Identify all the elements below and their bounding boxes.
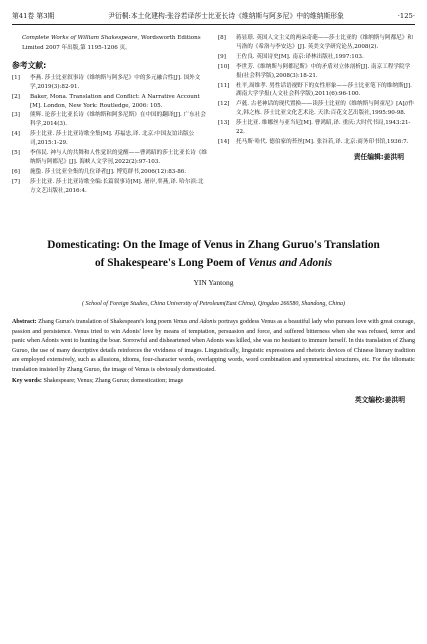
reference-item	[218, 119, 414, 137]
reference-number: [8]	[218, 35, 226, 41]
abstract-work-title: Venus and Adonis	[173, 319, 217, 325]
reference-number: [12]	[218, 101, 230, 108]
reference-number: [2]	[12, 93, 20, 100]
right-column	[218, 34, 414, 162]
author-affiliation: ( School of Foreign Studies, China University of Petroleum(East China), Qingdao 266580, Shandong, China)	[81, 301, 346, 307]
reference-text: 蒋显璟. 英国人文主义的两朵奇葩——莎士比亚的《维纳斯与阿都尼》和马洛的《希洛与李安达》[J]. 英美文学研究论丛,2008(2).	[236, 35, 413, 50]
english-title-work: Venus and Adonis	[248, 257, 332, 269]
reference-item	[12, 93, 208, 111]
abstract-part1: Zhang Guruo's translation of Shakespeare's long poem	[36, 319, 174, 325]
abstract-part2: portrays goddess Venus as a beautiful lady who pursues love with great courage, passion and persistence. Venus tried to win Adonis' love by means of temptation, persuasion and force, and suffered bitterness when she was refused, terror and panic when Adonis went to hunting the boar. Sorrowful and disheartened when Adonis was killed, she was no hesitant to immure herself. In this translation of Zhang Guruo, the use of many descriptive details reinforces the vividness of images. Linguistically, linguistic expressions and rhetoric devices of Chinese literary tradition are employed extensively, such as allusions, idioms, four-character words, overlapping words, word combination and symmetrical structures, etc. For the idiomatic translation insisted by Zhang Guruo, the image of Venus is obviously domesticated.	[12, 319, 416, 373]
reference-number: [9]	[218, 53, 226, 60]
reference-item	[12, 168, 208, 177]
keywords-text: Shakespeare; Venus; Zhang Guruo; domestication; image	[41, 378, 184, 384]
reference-text: 卢蕤. 古老神话的现代置换——读莎士比亚的《维纳斯与阿童尼》[A]//作文,韩之栋. 莎士比亚文化艺术论. 天津:百花文艺出版社,1995:90-98.	[236, 101, 414, 117]
reference-number: [11]	[218, 82, 230, 89]
reference-text: 杜平,周维孝. 男性话语视野下的女性形象——莎士比亚笔下的维纳斯[J]. 湖南大学学报(人文社会科学版),2011(6):96-100.	[236, 82, 412, 98]
responsible-editor: 责任编辑:姜洪明	[353, 152, 404, 161]
reference-number: [3]	[12, 112, 20, 119]
reference-item	[12, 111, 208, 129]
author-name: YIN Yantong	[193, 278, 234, 287]
reference-number: [7]	[12, 178, 20, 185]
reference-number: [13]	[218, 120, 230, 127]
reference-item	[12, 130, 208, 148]
continuation-italic: Complete Works of William Shakespeare	[22, 35, 138, 41]
reference-item	[218, 100, 414, 118]
reference-list-right	[218, 34, 414, 147]
reference-number: [10]	[218, 63, 230, 70]
volume-issue: 第41卷 第3期	[12, 12, 55, 20]
english-keywords	[12, 377, 415, 387]
left-column	[12, 34, 208, 197]
reference-text: 李世芳.《维纳斯与阿都尼斯》中的矛盾对立体剖析[J]. 南京工程学院学报(社会科学版),2008(3):18-21.	[236, 63, 411, 79]
continuation-line2: Limited 2007 年出版,第 1195-1206 页。	[22, 44, 131, 51]
reference-item	[218, 34, 414, 52]
reference-number: [5]	[12, 150, 20, 157]
reference-text: 莎士比亚. 莎士比亚诗歌全集[M]. 苏福忠,译. 北京:中国友谊出版公司,2015:1-29.	[30, 131, 195, 147]
reference-text: 熊辉. 论莎士比亚长诗《维纳斯和阿多尼斯》在中国的翻译[J]. 广东社会科学,2014(3).	[30, 112, 206, 128]
reference-item	[218, 63, 414, 81]
reference-text: 施蛰. 莎士比亚全集的几位译者[J]. 博览群书,2006(12):83-86.	[30, 168, 187, 175]
reference-item	[218, 138, 414, 147]
reference-number: [1]	[12, 74, 20, 81]
reference-text: 莎士比亚. 维娜丝与亚当尼[M]. 曹鸿昭,译. 重庆:大时代书局,1943:21-22.	[236, 120, 411, 136]
reference-number: [6]	[12, 168, 20, 175]
running-header	[12, 10, 415, 22]
abstract-label: Abstract:	[12, 319, 37, 325]
continuation-rest: , Wordsworth Editions	[137, 35, 201, 41]
reference-item	[12, 178, 208, 196]
reference-item	[12, 74, 208, 92]
reference-item	[218, 82, 414, 100]
reference-text: 托马斯·哈代. 德伯家的苔丝[M]. 张谷若,译. 北京:商务印书馆,1936:7.	[236, 138, 409, 145]
running-title: 尹衍桐:本土化建构:张谷若译莎士比亚长诗《维纳斯与阿多尼》中的维纳斯形象	[108, 12, 344, 20]
reference-number: [4]	[12, 131, 20, 138]
reference-text: Baker, Mona. Translation and Conflict: A Narrative Account [M]. London, New York: Routledge, 2006: 105.	[30, 93, 200, 109]
english-title-line2: of Shakespeare's Long Poem of	[95, 257, 249, 269]
english-title	[12, 236, 415, 272]
reference-text: 莎士比亚. 莎士比亚诗歌全编:长篇叙事诗[M]. 屠岸,辜燕,译. 哈尔滨:北方文艺出版社,2016:4.	[30, 178, 204, 194]
reference-text: 李伟民. 神与人的共舞和人性觉识的觉醒——曹鸿昭的莎士比亚长诗《维纳斯与阿都尼》[J]. 海峡人文学刊,2022(2):97-103.	[30, 150, 207, 165]
english-abstract	[12, 318, 415, 376]
references-heading: 参考文献:	[12, 60, 47, 70]
reference-text: 王佐良. 英国诗史[M]. 南京:译林出版社,1997:103.	[236, 53, 364, 60]
header-rule	[12, 24, 415, 25]
page-number: ·125·	[397, 12, 415, 20]
reference-number: [14]	[218, 138, 230, 145]
reference-text: 李燕. 莎士比亚叙事诗《维纳斯与阿多尼》中的多元融合性[J]. 国外文学,2019(3):82-91.	[30, 74, 201, 90]
footnote-continuation	[12, 34, 208, 53]
keywords-label: Key words:	[12, 378, 42, 384]
reference-list-left	[12, 74, 208, 196]
english-title-line1: Domesticating: On the Image of Venus in Zhang Guruo's Translation	[47, 239, 380, 251]
reference-item	[218, 53, 414, 62]
english-editor: 英文编校:姜洪明	[354, 396, 405, 404]
reference-item	[12, 149, 208, 167]
